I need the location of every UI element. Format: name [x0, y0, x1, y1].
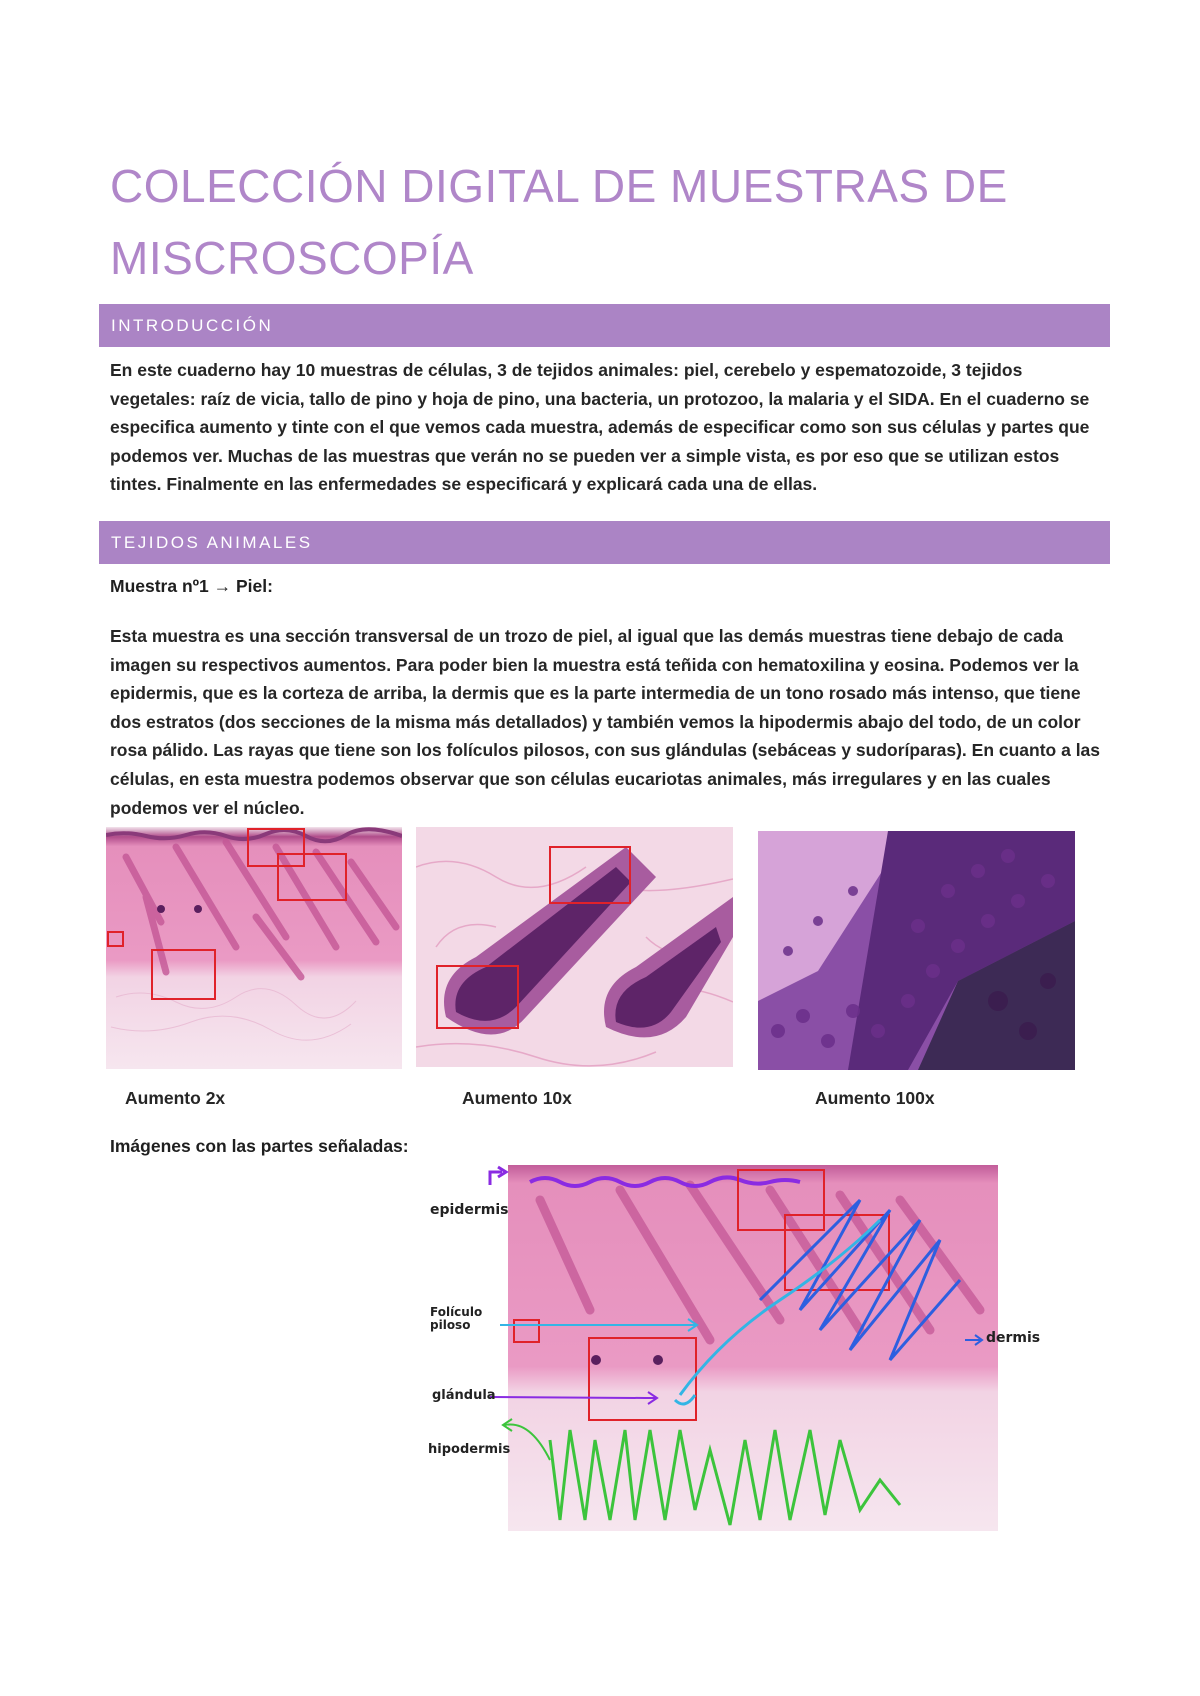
intro-line: especifica aumento y tinte con el que vemos cada muestra, además de especificar como son sus células y partes que — [110, 417, 1090, 438]
sample-paragraph — [110, 622, 1110, 822]
intro-line: vegetales: raíz de vicia, tallo de pino y hoja de pino, una bacteria, un protozoo, la malaria y el SIDA. En el cuaderno se — [110, 388, 1090, 409]
sample-line: epidermis, que es la corteza de arriba, la dermis que es la parte intermedia de un tono rosado más intenso, que tiene — [110, 683, 1081, 704]
sample-line: dos estratos (dos secciones de la misma más detallados) y también vemos la hipodermis abajo del todo, de un color — [110, 711, 1081, 732]
annotated-micrograph — [420, 1160, 1040, 1535]
sample-heading: Muestra nº1 → Piel: — [110, 576, 273, 596]
label-hipodermis: hipodermis — [428, 1442, 511, 1457]
micrograph-2x — [106, 827, 402, 1069]
document-title — [110, 150, 1110, 294]
label-dermis: dermis — [986, 1330, 1040, 1346]
micrograph-100x — [758, 831, 1075, 1070]
label-foliculo — [430, 1306, 482, 1332]
caption-2x: Aumento 2x — [125, 1088, 226, 1108]
label-foliculo-line-1: Folículo — [430, 1305, 483, 1319]
sample-line: células, en esta muestra podemos observar que son células eucariotas animales, más irregulares y en las cuales — [110, 768, 1051, 789]
micrograph-10x — [416, 827, 733, 1067]
section-band-tejidos-animales: TEJIDOS ANIMALES — [99, 521, 1110, 564]
sample-line: Esta muestra es una sección transversal de un trozo de piel, al igual que las demás muestras tiene debajo de cada — [110, 626, 1064, 646]
sample-line: podemos ver el núcleo. — [110, 797, 305, 818]
caption-10x: Aumento 10x — [462, 1088, 572, 1108]
intro-line: tintes. Finalmente en las enfermedades se especificará y explicará cada una de ellas. — [110, 474, 818, 495]
title-line-2: MISCROSCOPÍA — [110, 232, 474, 284]
label-epidermis: epidermis — [430, 1202, 509, 1218]
label-glandula: glándula — [432, 1388, 496, 1403]
sample-line: rosa pálido. Las rayas que tiene son los folículos pilosos, con sus glándulas (sebáceas y sudoríparas). En cuanto a las — [110, 740, 1101, 761]
intro-paragraph — [110, 356, 1110, 499]
sample-line: imagen su respectivos aumentos. Para poder bien la muestra está teñida con hematoxilina y eosina. Podemos ver la — [110, 654, 1079, 675]
caption-100x: Aumento 100x — [815, 1088, 935, 1108]
intro-line: En este cuaderno hay 10 muestras de células, 3 de tejidos animales: piel, cerebelo y espematozoide, 3 tejidos — [110, 360, 1023, 380]
intro-line: podemos ver. Muchas de las muestras que verán no se pueden ver a simple vista, es por eso que se utilizan estos — [110, 445, 1060, 466]
title-line-1: COLECCIÓN DIGITAL DE MUESTRAS DE — [110, 160, 1008, 212]
annotated-heading: Imágenes con las partes señaladas: — [110, 1136, 409, 1156]
section-band-introduccion: INTRODUCCIÓN — [99, 304, 1110, 347]
label-foliculo-line-2: piloso — [430, 1318, 471, 1332]
